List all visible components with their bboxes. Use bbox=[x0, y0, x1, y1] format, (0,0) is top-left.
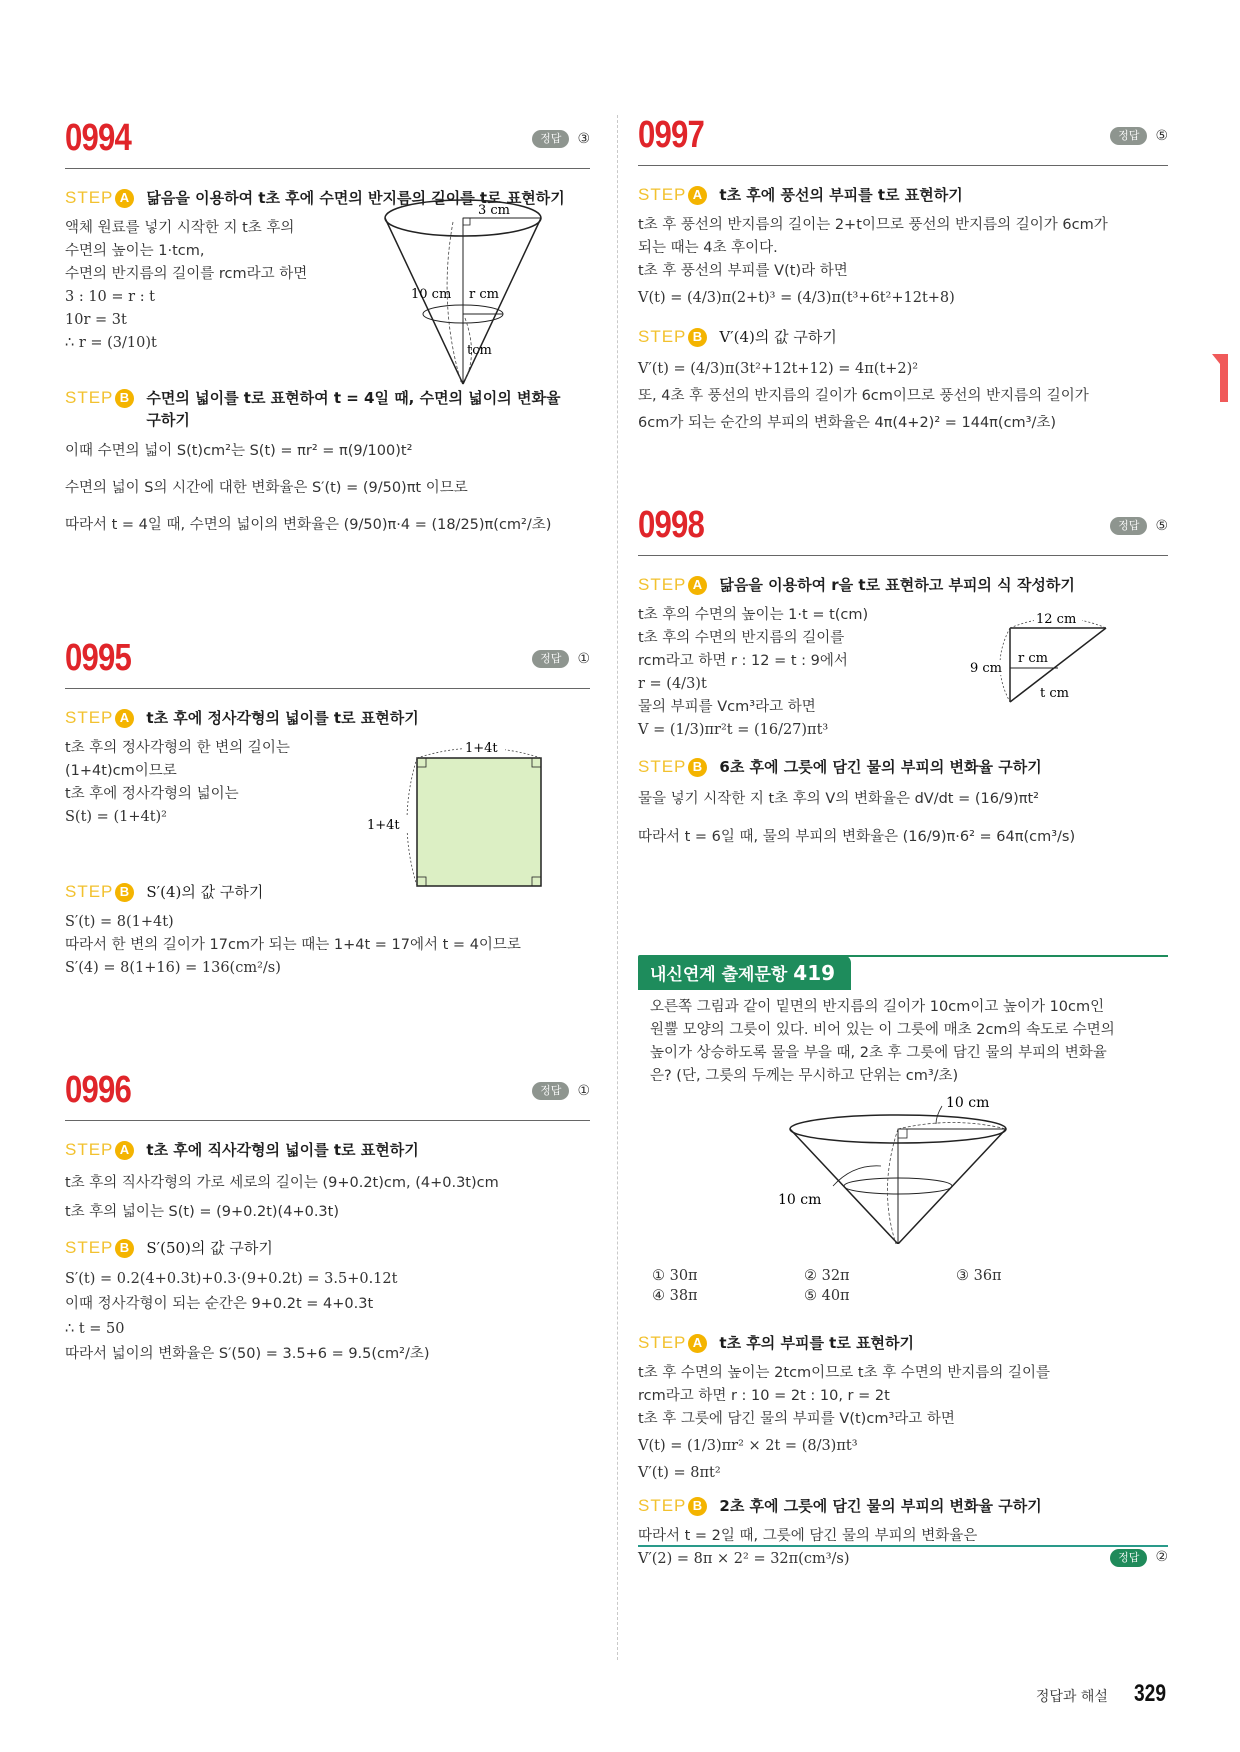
text-line: 이때 수면의 넓이 S(t)cm²는 S(t) = πr² = π(9/100)t² bbox=[65, 443, 413, 459]
step-body bbox=[638, 780, 1168, 856]
problem-0996 bbox=[65, 1070, 590, 1367]
step-label: STEP B bbox=[638, 326, 707, 348]
answer-badge: 정답 bbox=[1110, 127, 1147, 145]
page-footer bbox=[1036, 1680, 1170, 1708]
step-body bbox=[638, 1525, 1168, 1571]
cone-diagram bbox=[383, 194, 553, 389]
text-line: 따라서 t = 6일 때, 물의 부피의 변화율은 (16/9)π·6² = 64π(cm³/s) bbox=[638, 829, 1076, 845]
step-body bbox=[638, 214, 1168, 310]
equation: V(t) = (1/3)πr² × 2t = (8/3)πt³ bbox=[638, 1438, 858, 1454]
step-b bbox=[638, 756, 1168, 778]
equation: 10r = 3t bbox=[65, 312, 127, 328]
text-line: 따라서 t = 2일 때, 그릇에 담긴 물의 부피의 변화율은 bbox=[638, 1528, 978, 1544]
equation: S′(4) = 8(1+16) = 136(cm²/s) bbox=[65, 960, 281, 976]
answer-badge: 정답 bbox=[532, 1082, 569, 1100]
equation: S′(t) = 0.2(4+0.3t)+0.3·(9+0.2t) = 3.5+0.12t bbox=[65, 1271, 398, 1287]
header-rule bbox=[65, 688, 590, 689]
text-line: t초 후의 직사각형의 가로 세로의 길이는 (9+0.2t)cm, (4+0.3t)cm bbox=[65, 1175, 499, 1191]
step-label: STEP B bbox=[638, 756, 707, 778]
answer-value: ⑤ bbox=[1155, 128, 1168, 144]
step-letter-badge: B bbox=[688, 758, 707, 777]
text-line: 또, 4초 후 풍선의 반지름의 길이가 6cm이므로 풍선의 반지름의 길이가 bbox=[638, 388, 1089, 404]
step-label: STEP A bbox=[638, 574, 707, 596]
problem-0997 bbox=[638, 115, 1168, 437]
text-line: 되는 때는 4초 후이다. bbox=[638, 240, 778, 256]
header-rule bbox=[638, 555, 1168, 556]
answer-value: ② bbox=[1155, 1549, 1168, 1565]
text-line: 수면의 높이는 1·tcm, bbox=[65, 243, 205, 259]
choice-3[interactable]: ③ 36π bbox=[956, 1268, 1002, 1284]
diagram-label: 1+4t bbox=[465, 741, 498, 756]
answer-indicator bbox=[532, 130, 590, 148]
text-line: 따라서 한 변의 길이가 17cm가 되는 때는 1+4t = 17에서 t = 4이므로 bbox=[65, 937, 521, 953]
step-a bbox=[638, 1332, 1168, 1354]
text-line: 수면의 반지름의 길이를 rcm라고 하면 bbox=[65, 266, 308, 282]
answer-badge: 정답 bbox=[532, 130, 569, 148]
text-line: t초 후 풍선의 부피를 V(t)라 하면 bbox=[638, 263, 848, 279]
step-title: S′(4)의 값 구하기 bbox=[146, 883, 264, 901]
step-body bbox=[638, 1362, 1168, 1485]
equation: r = (4/3)t bbox=[638, 676, 707, 692]
equation: S′(t) = 8(1+4t) bbox=[65, 914, 174, 930]
equation: 3 : 10 = r : t bbox=[65, 289, 156, 305]
diagram-label: 3 cm bbox=[478, 203, 511, 218]
choice-2[interactable]: ② 32π bbox=[804, 1268, 850, 1284]
step-label: STEP A bbox=[65, 1139, 134, 1161]
answer-badge: 정답 bbox=[1110, 517, 1147, 535]
step-title: t초 후에 직사각형의 넓이를 t로 표현하기 bbox=[146, 1141, 419, 1159]
column-divider bbox=[617, 115, 618, 1660]
choice-4[interactable]: ④ 38π bbox=[652, 1288, 698, 1304]
problem-number: 0995 bbox=[65, 637, 132, 679]
step-letter-badge: A bbox=[688, 576, 707, 595]
answer-indicator bbox=[532, 650, 590, 668]
problem-number: 0994 bbox=[65, 117, 132, 159]
question-text bbox=[650, 996, 1168, 1088]
answer-indicator bbox=[532, 1082, 590, 1100]
section-bottom-rule bbox=[638, 1545, 1168, 1547]
step-body bbox=[65, 433, 590, 544]
equation: ∴ t = 50 bbox=[65, 1321, 125, 1337]
header-rule bbox=[65, 168, 590, 169]
chapter-tab-marker bbox=[1212, 354, 1228, 402]
step-title: t초 후에 정사각형의 넓이를 t로 표현하기 bbox=[146, 709, 419, 727]
step-b bbox=[65, 387, 565, 431]
equation: V′(t) = 8πt² bbox=[638, 1465, 721, 1481]
step-body bbox=[65, 1169, 590, 1227]
step-body bbox=[65, 737, 365, 829]
diagram-label: tcm bbox=[467, 343, 492, 358]
step-label: STEP A bbox=[65, 707, 134, 729]
diagram-label: t cm bbox=[1040, 686, 1069, 701]
step-label: STEP B bbox=[65, 881, 134, 903]
step-letter-badge: A bbox=[115, 1141, 134, 1160]
diagram-label: 12 cm bbox=[1036, 612, 1077, 627]
answer-badge: 정답 bbox=[532, 650, 569, 668]
equation: V′(2) = 8π × 2² = 32π(cm³/s) bbox=[638, 1551, 850, 1567]
text-line: 원뿔 모양의 그릇이 있다. 비어 있는 이 그릇에 매초 2cm의 속도로 수면의 bbox=[650, 1022, 1115, 1038]
diagram-label: 9 cm bbox=[970, 661, 1003, 676]
text-line: t초 후의 정사각형의 한 변의 길이는 bbox=[65, 740, 290, 756]
problem-number: 0998 bbox=[638, 504, 705, 546]
naeshin-tab-label: 내신연계 출제문항 bbox=[650, 965, 788, 985]
diagram-label: 10 cm bbox=[411, 287, 452, 302]
answer-value: ① bbox=[577, 651, 590, 667]
step-label: STEP B bbox=[638, 1495, 707, 1517]
header-rule bbox=[65, 1120, 590, 1121]
text-line: 은? (단, 그릇의 두께는 무시하고 단위는 cm³/초) bbox=[650, 1068, 959, 1084]
step-label: STEP A bbox=[65, 187, 134, 209]
triangle-diagram bbox=[968, 610, 1128, 710]
answer-indicator bbox=[1110, 1546, 1168, 1569]
answer-value: ⑤ bbox=[1155, 518, 1168, 534]
choice-5[interactable]: ⑤ 40π bbox=[804, 1288, 850, 1304]
text-line: 물을 넣기 시작한 지 t초 후의 V의 변화율은 dV/dt = (16/9)πt² bbox=[638, 791, 1039, 807]
problem-0998 bbox=[638, 505, 1168, 856]
choice-1[interactable]: ① 30π bbox=[652, 1268, 698, 1284]
step-b bbox=[65, 1237, 590, 1259]
step-a bbox=[638, 574, 1168, 596]
step-title: 2초 후에 그릇에 담긴 물의 부피의 변화율 구하기 bbox=[719, 1497, 1042, 1515]
problem-number: 0996 bbox=[65, 1069, 132, 1111]
step-letter-badge: B bbox=[115, 1239, 134, 1258]
text-line: 액체 원료를 넣기 시작한 지 t초 후의 bbox=[65, 220, 295, 236]
bowl-cone-diagram bbox=[778, 1094, 1018, 1244]
step-letter-badge: B bbox=[115, 883, 134, 902]
answer-indicator bbox=[1110, 127, 1168, 145]
naeshin-tab-number: 419 bbox=[793, 961, 836, 985]
step-title: S′(50)의 값 구하기 bbox=[146, 1239, 273, 1257]
equation: ∴ r = (3/10)t bbox=[65, 335, 157, 351]
step-body bbox=[65, 1267, 590, 1367]
step-letter-badge: A bbox=[115, 709, 134, 728]
answer-choices bbox=[652, 1268, 1168, 1304]
step-letter-badge: B bbox=[688, 328, 707, 347]
text-line: t초 후 수면의 높이는 2tcm이므로 t초 후 수면의 반지름의 길이를 bbox=[638, 1365, 1051, 1381]
step-label: STEP A bbox=[638, 184, 707, 206]
step-title: t초 후의 부피를 t로 표현하기 bbox=[719, 1334, 915, 1352]
text-line: 따라서 넓이의 변화율은 S′(50) = 3.5+6 = 9.5(cm²/초) bbox=[65, 1346, 430, 1362]
step-letter-badge: A bbox=[688, 1334, 707, 1353]
problem-0995 bbox=[65, 638, 590, 980]
step-body bbox=[65, 911, 590, 980]
step-letter-badge: A bbox=[115, 189, 134, 208]
naeshin-linked-problem bbox=[638, 955, 1168, 1571]
text-line: 6cm가 되는 순간의 부피의 변화율은 4π(4+2)² = 144π(cm³/초) bbox=[638, 415, 1057, 431]
problem-number: 0997 bbox=[638, 114, 705, 156]
text-line: 수면의 넓이 S의 시간에 대한 변화율은 S′(t) = (9/50)πt 이므로 bbox=[65, 480, 468, 496]
header-rule bbox=[638, 165, 1168, 166]
answer-value: ① bbox=[577, 1083, 590, 1099]
text-line: t초 후의 수면의 반지름의 길이를 bbox=[638, 630, 845, 646]
square-diagram bbox=[365, 738, 545, 898]
text-line: rcm라고 하면 r : 10 = 2t : 10, r = 2t bbox=[638, 1388, 890, 1404]
text-line: t초 후의 넓이는 S(t) = (9+0.2t)(4+0.3t) bbox=[65, 1204, 339, 1220]
step-letter-badge: B bbox=[688, 1497, 707, 1516]
naeshin-tab bbox=[638, 955, 851, 990]
step-a bbox=[65, 707, 590, 729]
naeshin-rule bbox=[838, 955, 1168, 957]
answer-badge: 정답 bbox=[1110, 1549, 1147, 1567]
step-label: STEP B bbox=[65, 1237, 134, 1259]
diagram-label: r cm bbox=[469, 287, 499, 302]
text-line: 오른쪽 그림과 같이 밑면의 반지름의 길이가 10cm이고 높이가 10cm인 bbox=[650, 999, 1105, 1015]
text-line: t초 후에 정사각형의 넓이는 bbox=[65, 786, 239, 802]
text-line: 물의 부피를 Vcm³라고 하면 bbox=[638, 699, 816, 715]
diagram-label: 10 cm bbox=[778, 1192, 822, 1208]
answer-value: ③ bbox=[577, 131, 590, 147]
text-line: (1+4t)cm이므로 bbox=[65, 763, 177, 779]
text-line: 이때 정사각형이 되는 순간은 9+0.2t = 4+0.3t bbox=[65, 1296, 374, 1312]
text-line: rcm라고 하면 r : 12 = t : 9에서 bbox=[638, 653, 848, 669]
text-line: t초 후 풍선의 반지름의 길이는 2+t이므로 풍선의 반지름의 길이가 6cm가 bbox=[638, 217, 1108, 233]
problem-0994 bbox=[65, 118, 590, 544]
step-body bbox=[65, 217, 365, 355]
equation: V = (1/3)πr²t = (16/27)πt³ bbox=[638, 722, 829, 738]
text-line: 따라서 t = 4일 때, 수면의 넓이의 변화율은 (9/50)π·4 = (18/25)π(cm²/초) bbox=[65, 517, 552, 533]
equation: V′(t) = (4/3)π(3t²+12t+12) = 4π(t+2)² bbox=[638, 361, 919, 377]
step-title: 닮음을 이용하여 r을 t로 표현하고 부피의 식 작성하기 bbox=[719, 576, 1075, 594]
step-title: 6초 후에 그릇에 담긴 물의 부피의 변화율 구하기 bbox=[719, 758, 1042, 776]
step-title: V′(4)의 값 구하기 bbox=[719, 328, 837, 346]
step-a bbox=[65, 1139, 590, 1161]
footer-label: 정답과 해설 bbox=[1035, 1689, 1108, 1705]
diagram-label: 10 cm bbox=[946, 1095, 990, 1111]
step-title: 수면의 넓이를 t로 표현하여 t = 4일 때, 수면의 넓이의 변화율 구하기 bbox=[146, 389, 561, 429]
step-body bbox=[638, 604, 938, 742]
text-line: t초 후 그릇에 담긴 물의 부피를 V(t)cm³라고 하면 bbox=[638, 1411, 955, 1427]
text-line: 높이가 상승하도록 물을 부을 때, 2초 후 그릇에 담긴 물의 부피의 변화율 bbox=[650, 1045, 1107, 1061]
diagram-label: r cm bbox=[1018, 651, 1048, 666]
step-title: t초 후에 풍선의 부피를 t로 표현하기 bbox=[719, 186, 963, 204]
answer-indicator bbox=[1110, 517, 1168, 535]
step-letter-badge: A bbox=[688, 186, 707, 205]
step-title: 닮음을 이용하여 t초 후에 수면의 반지름의 길이를 t로 표현하기 bbox=[146, 189, 565, 207]
step-letter-badge: B bbox=[115, 389, 134, 408]
equation: S(t) = (1+4t)² bbox=[65, 809, 167, 825]
diagram-label: 1+4t bbox=[367, 818, 400, 833]
text-line: t초 후의 수면의 높이는 1·t = t(cm) bbox=[638, 607, 869, 623]
step-a bbox=[638, 184, 1168, 206]
step-b bbox=[638, 1495, 1168, 1517]
step-label: STEP B bbox=[65, 387, 134, 409]
page-number: 329 bbox=[1133, 1680, 1166, 1707]
step-label: STEP A bbox=[638, 1332, 707, 1354]
equation: V(t) = (4/3)π(2+t)³ = (4/3)π(t³+6t²+12t+8) bbox=[638, 290, 955, 306]
step-b bbox=[638, 326, 1168, 348]
step-body bbox=[638, 356, 1168, 437]
